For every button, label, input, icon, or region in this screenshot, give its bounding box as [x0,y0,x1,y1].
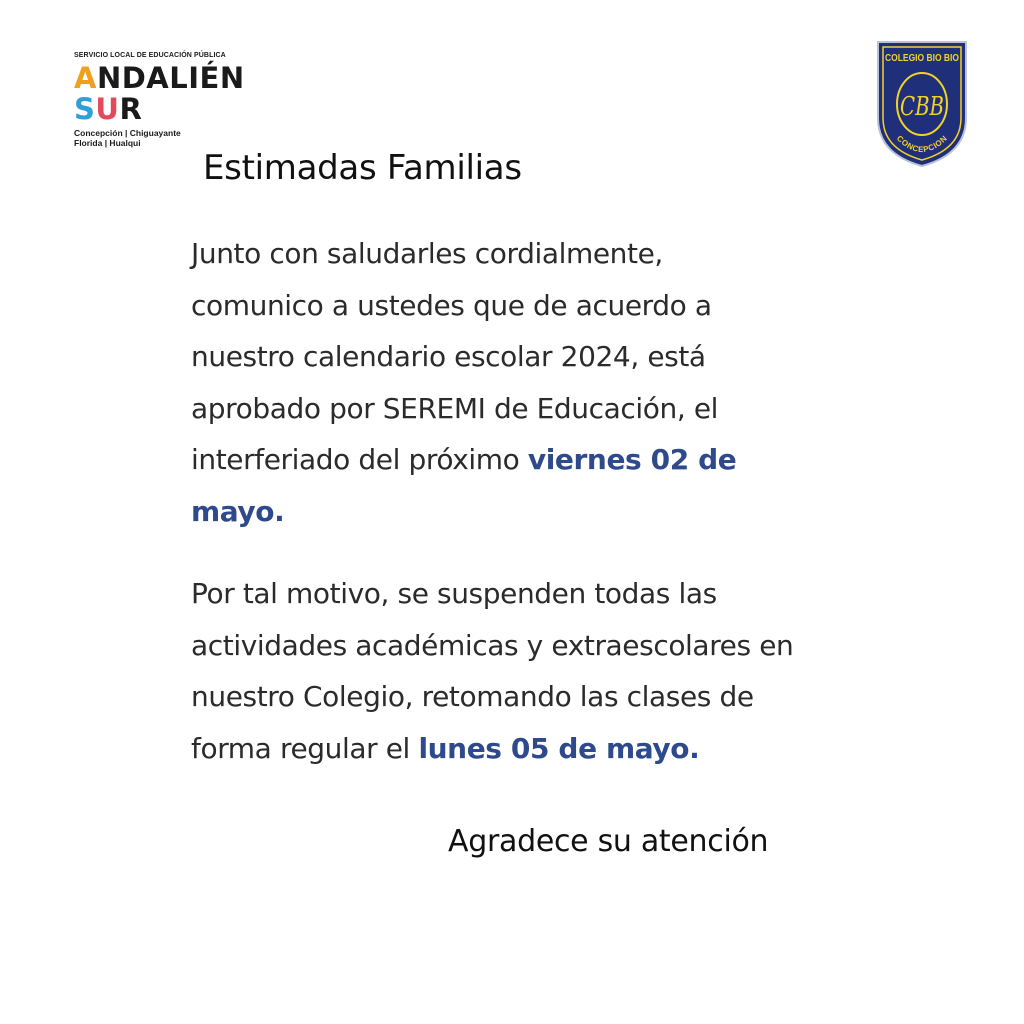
paragraph-suspension [191,568,911,774]
crest-monogram: CBB [900,92,944,122]
colegio-bio-bio-crest [874,38,970,168]
paragraph1-line5-text: interferiado del próximo [191,443,528,476]
logo-letter-r: R [119,92,143,126]
paragraph2-line: actividades académicas y extraescolares en [191,628,794,662]
logo-word-andalien-rest: NDALIÉN [96,61,245,95]
paragraph1-line-date [191,434,911,486]
paragraph-announcement [191,228,911,537]
holiday-date-highlight-end: mayo. [191,494,285,528]
logo-places-line1: Concepción | Chiguayante [74,128,181,138]
logo-places-line2: Florida | Hualqui [74,138,141,148]
paragraph2-line-date [191,723,911,775]
paragraph1-line-date-end [191,486,911,538]
andalien-sur-logo [74,52,274,148]
paragraph1-line: aprobado por SEREMI de Educación, el [191,391,719,425]
return-date-highlight: lunes 05 de mayo. [418,731,700,765]
paragraph2-line4-text: forma regular el [191,731,419,765]
closing-text: Agradece su atención [448,824,769,859]
paragraph2-line: Por tal motivo, se suspenden todas las [191,577,717,610]
holiday-date-highlight: viernes 02 de [527,443,737,476]
logo-letter-s: S [74,92,96,126]
paragraph1-line: nuestro calendario escolar 2024, está [191,340,706,373]
crest-top-text: COLEGIO BIO BIO [885,52,959,64]
logo-letter-u: U [95,92,120,126]
logo-word-andalien [74,63,274,94]
greeting-heading: Estimadas Familias [203,148,522,188]
logo-word-sur [74,94,274,125]
logo-supertitle: SERVICIO LOCAL DE EDUCACIÓN PÚBLICA [74,52,226,59]
logo-letter-a: A [74,61,97,95]
paragraph2-line: nuestro Colegio, retomando las clases de [191,680,754,713]
crest-bottom-text: CONCEPCION [894,133,950,155]
paragraph1-line: comunico a ustedes que de acuerdo a [191,288,712,322]
paragraph1-line: Junto con saludarles cordialmente, [191,237,663,270]
